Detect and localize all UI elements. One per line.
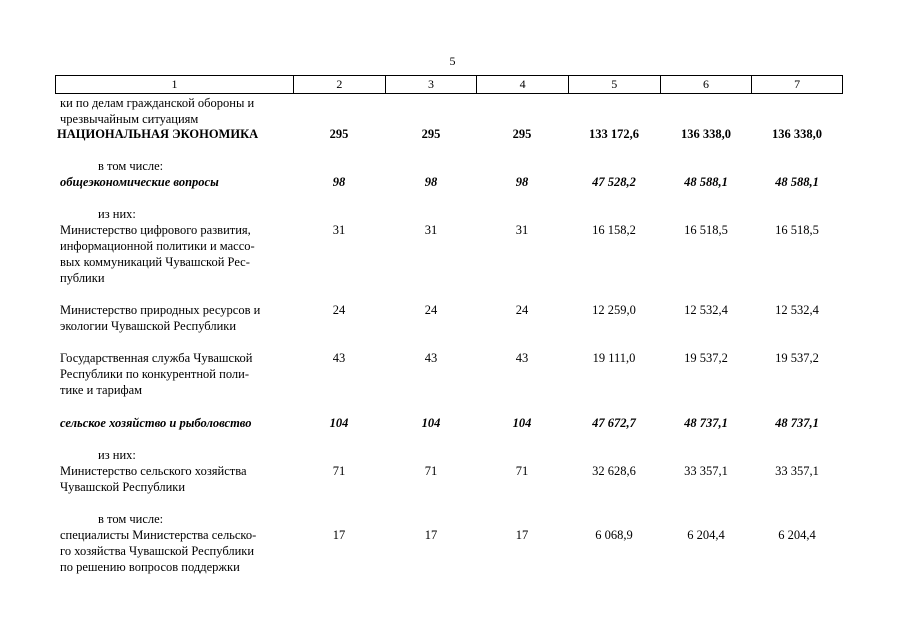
- row-label-line: информационной политики и массо-: [60, 239, 255, 253]
- row-label-line: Министерство сельского хозяйства: [60, 464, 247, 478]
- table-cell: 98: [515, 175, 529, 189]
- table-cell: 104: [329, 416, 349, 430]
- table-cell: 295: [512, 127, 532, 141]
- table-cell: 71: [332, 464, 346, 478]
- table-cell: 31: [515, 223, 529, 237]
- column-number: 3: [385, 76, 477, 93]
- table-cell: 24: [424, 303, 438, 317]
- table-cell: 16 518,5: [684, 223, 728, 237]
- row-label: [60, 158, 290, 174]
- row-label-line: Министерство природных ресурсов и: [60, 303, 261, 317]
- table-cell: 295: [421, 127, 441, 141]
- page-number: 5: [449, 54, 456, 68]
- table-cell: 295: [329, 127, 349, 141]
- column-number: 5: [568, 76, 660, 93]
- table-cell: 12 532,4: [684, 303, 728, 317]
- table-cell: 19 537,2: [684, 351, 728, 365]
- row-label-line: чрезвычайным ситуациям: [60, 112, 199, 126]
- table-cell: 12 532,4: [775, 303, 819, 317]
- row-label-line: публики: [60, 271, 105, 285]
- table-cell: 98: [424, 175, 438, 189]
- table-cell: 133 172,6: [589, 127, 639, 141]
- column-number: 1: [55, 76, 293, 93]
- table-cell: 43: [424, 351, 438, 365]
- row-label: [60, 302, 290, 334]
- table-cell: 31: [332, 223, 346, 237]
- table-cell: 47 672,7: [592, 416, 636, 430]
- table-cell: 136 338,0: [681, 127, 731, 141]
- table-cell: 48 588,1: [684, 175, 728, 189]
- table-cell: 16 518,5: [775, 223, 819, 237]
- row-label: [60, 95, 290, 127]
- table-cell: 24: [332, 303, 346, 317]
- row-label: [60, 511, 290, 527]
- table-cell: 48 737,1: [684, 416, 728, 430]
- table-cell: 104: [512, 416, 532, 430]
- table-cell: 43: [332, 351, 346, 365]
- table-column-header: [55, 75, 843, 94]
- table-cell: 71: [424, 464, 438, 478]
- row-label-line: ки по делам гражданской обороны и: [60, 96, 255, 110]
- table-cell: 16 158,2: [592, 223, 636, 237]
- row-label-line: из них:: [98, 207, 136, 221]
- row-label-line: специалисты Министерства сельско-: [60, 528, 257, 542]
- row-label: сельское хозяйство и рыболовство: [60, 416, 252, 430]
- row-label-line: по решению вопросов поддержки: [60, 560, 240, 574]
- row-label: общеэкономические вопросы: [60, 175, 219, 189]
- table-cell: 17: [332, 528, 346, 542]
- table-cell: 6 204,4: [778, 528, 816, 542]
- table-cell: 98: [332, 175, 346, 189]
- row-label: [60, 350, 290, 398]
- table-cell: 24: [515, 303, 529, 317]
- table-cell: 33 357,1: [775, 464, 819, 478]
- table-cell: 6 204,4: [687, 528, 725, 542]
- row-label: [60, 206, 290, 222]
- table-cell: 19 537,2: [775, 351, 819, 365]
- row-label-line: Государственная служба Чувашской: [60, 351, 253, 365]
- row-label-line: в том числе:: [98, 159, 164, 173]
- table-cell: 136 338,0: [772, 127, 822, 141]
- table-cell: 33 357,1: [684, 464, 728, 478]
- row-label-line: из них:: [98, 448, 136, 462]
- table-cell: 47 528,2: [592, 175, 636, 189]
- row-label: [60, 447, 290, 463]
- table-cell: 19 111,0: [592, 351, 636, 365]
- row-label: [60, 222, 290, 286]
- table-cell: 71: [515, 464, 529, 478]
- table-cell: 32 628,6: [592, 464, 636, 478]
- table-cell: 43: [515, 351, 529, 365]
- row-label-line: вых коммуникаций Чувашской Рес-: [60, 255, 250, 269]
- table-cell: 17: [515, 528, 529, 542]
- column-number: 2: [293, 76, 385, 93]
- table-cell: 48 737,1: [775, 416, 819, 430]
- column-number: 4: [476, 76, 568, 93]
- row-label: НАЦИОНАЛЬНАЯ ЭКОНОМИКА: [57, 127, 259, 141]
- row-label-line: го хозяйства Чувашской Республики: [60, 544, 255, 558]
- table-cell: 12 259,0: [592, 303, 636, 317]
- column-number: 6: [660, 76, 752, 93]
- row-label: [60, 463, 290, 495]
- table-cell: 6 068,9: [595, 528, 633, 542]
- row-label-line: в том числе:: [98, 512, 164, 526]
- column-number: 7: [751, 76, 843, 93]
- row-label: [60, 527, 290, 575]
- table-cell: 104: [421, 416, 441, 430]
- row-label-line: Чувашской Республики: [60, 480, 186, 494]
- table-cell: 48 588,1: [775, 175, 819, 189]
- row-label-line: экологии Чувашской Республики: [60, 319, 237, 333]
- row-label-line: тике и тарифам: [60, 383, 143, 397]
- row-label-line: Республики по конкурентной поли-: [60, 367, 249, 381]
- row-label-line: Министерство цифрового развития,: [60, 223, 251, 237]
- table-cell: 17: [424, 528, 438, 542]
- table-cell: 31: [424, 223, 438, 237]
